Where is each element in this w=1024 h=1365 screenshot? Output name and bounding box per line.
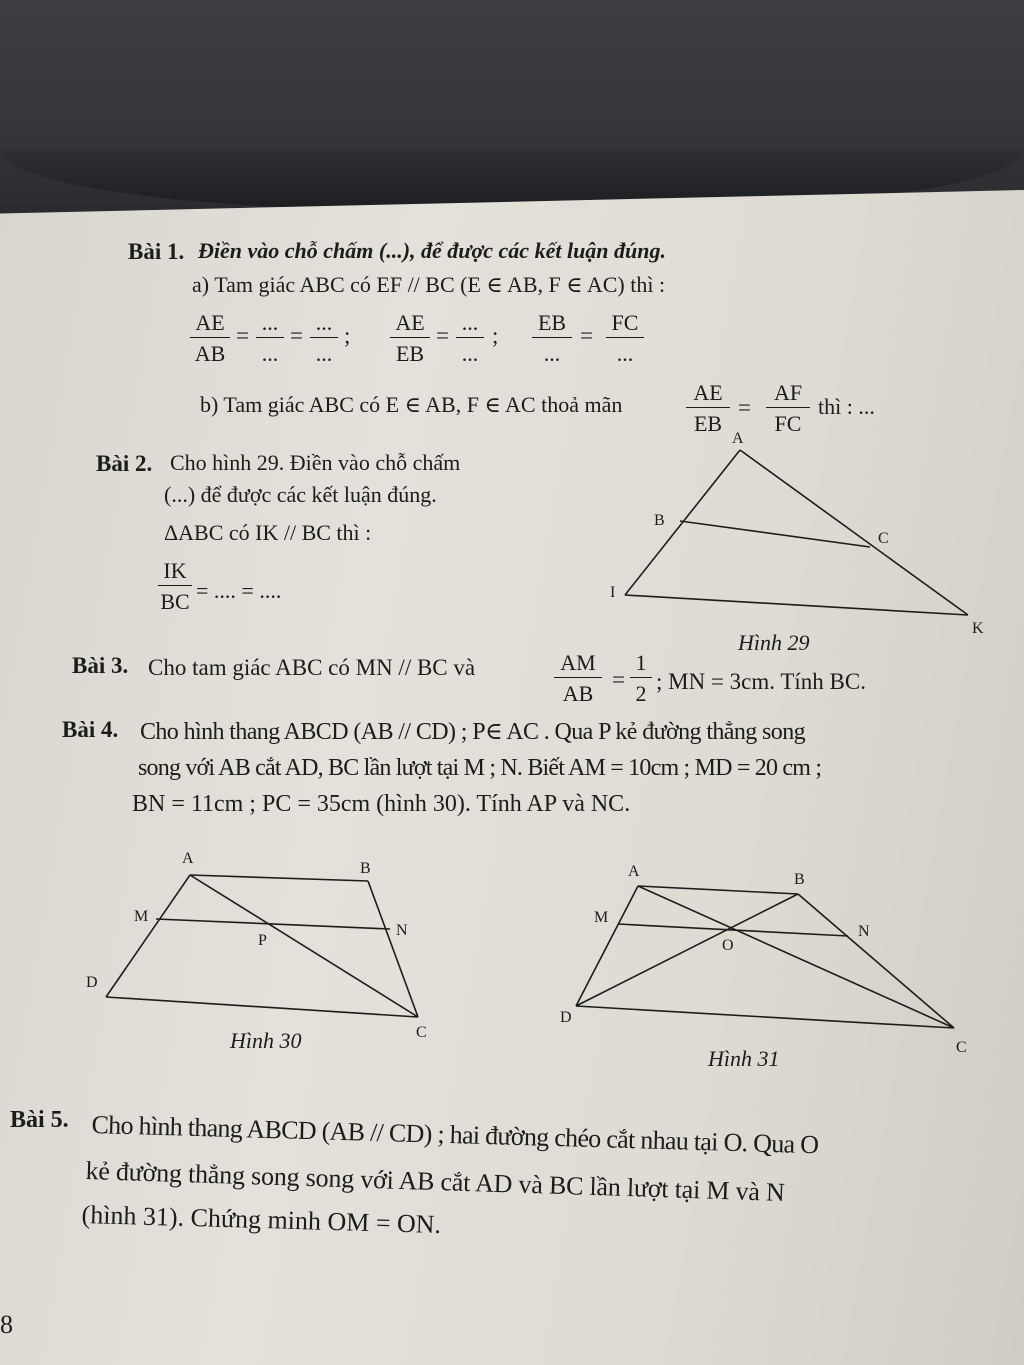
bai1-frac-eb: EB ... [532, 312, 572, 365]
segment-ab [190, 875, 368, 881]
segment-bd [576, 894, 798, 1006]
segment-ak [740, 450, 968, 615]
label-B: B [654, 512, 665, 529]
label-O: O [722, 937, 734, 954]
label-K: K [972, 620, 984, 637]
bai1-blank-frac-2: ... ... [310, 312, 338, 365]
label-N: N [396, 922, 408, 939]
segment-bc [680, 521, 870, 547]
label-N: N [858, 923, 870, 940]
bai2-title: Bài 2. [96, 451, 153, 476]
bai3-frac-one-half: $\frac{1}{2}$ [630, 652, 652, 705]
bai3-text: Cho tam giác ABC có MN // BC và [148, 655, 476, 680]
segment-ab [638, 886, 798, 894]
bai1-part-b-end: thì : ... [818, 394, 875, 419]
label-M: M [594, 909, 609, 926]
bai1-frac-af-fc: $\frac{AF}{FC}$ [766, 382, 810, 435]
bai4-title: Bài 4. [62, 717, 119, 742]
bai1-frac-fc: FC ... [606, 312, 644, 365]
figure-29-caption: Hình 29 [738, 630, 810, 655]
label-A: A [182, 850, 194, 867]
bai2-line1: Cho hình 29. Điền vào chỗ chấm [170, 450, 461, 475]
equals-sign: = [436, 323, 449, 348]
segment-bc [368, 881, 418, 1017]
bai2-frac-ik-bc: $\frac{IK}{BC}$ [158, 560, 192, 613]
segment-ac [190, 875, 418, 1017]
bai2-line3: ΔABC có IK // BC thì : [164, 520, 372, 545]
bai1-frac-ae-eb-b: $\frac{AE}{EB}$ [686, 382, 730, 435]
bai2-line2: (...) để được các kết luận đúng. [164, 482, 437, 507]
label-C: C [878, 530, 889, 547]
label-D: D [560, 1009, 572, 1026]
segment-ik [625, 595, 968, 615]
bai1-blank-frac-3: ... ... [456, 312, 484, 365]
segment-ac [638, 886, 954, 1028]
equals-sign: = [580, 323, 593, 348]
figure-31 [560, 860, 980, 1056]
bai1-blank-frac-1: ... ... [256, 312, 284, 365]
bai1-title: Bài 1. [128, 239, 185, 264]
bai3-tail: ; MN = 3cm. Tính BC. [656, 669, 866, 694]
bai3-frac-am-ab: $\frac{AM}{AB}$ [554, 652, 602, 705]
bai5-title: Bài 5. [10, 1107, 69, 1133]
segment-bc [798, 894, 954, 1028]
segment-dc [106, 997, 418, 1017]
bai1-part-b: b) Tam giác ABC có E ∈ AB, F ∈ AC thoả mãn [200, 392, 623, 417]
label-D: D [86, 974, 98, 991]
label-P: P [258, 932, 267, 949]
label-B: B [794, 871, 805, 888]
equals-sign: = [290, 323, 303, 348]
bai5-line2: kẻ đường thẳng song song với AB cắt AD và BC lần lượt tại M và N [85, 1156, 786, 1207]
bai1-frac-ae-ab: $\frac{AE}{AB}$ [190, 312, 230, 365]
label-B: B [360, 860, 371, 877]
segment-ai [625, 450, 740, 595]
label-C: C [956, 1039, 967, 1056]
semicolon: ; [344, 323, 351, 348]
label-A: A [732, 430, 744, 447]
figure-30-caption: Hình 30 [230, 1028, 302, 1053]
equals-sign: = [236, 323, 249, 348]
semicolon: ; [492, 323, 499, 348]
label-C: C [416, 1024, 427, 1041]
bai5-line1: Cho hình thang ABCD (AB // CD) ; hai đường chéo cắt nhau tại O. Qua O [91, 1110, 819, 1160]
label-M: M [134, 908, 149, 925]
bai3-title: Bài 3. [72, 653, 129, 678]
segment-ad [106, 875, 190, 997]
bai2-blanks: = .... = .... [196, 578, 282, 603]
figure-29 [600, 425, 1000, 640]
bai1-instruction: Điền vào chỗ chấm (...), để được các kết luận đúng. [198, 238, 667, 263]
bai1-frac-ae-eb: $\frac{AE}{EB}$ [390, 312, 430, 365]
bai4-line2: song với AB cắt AD, BC lần lượt tại M ; N. Biết AM = 10cm ; MD = 20 cm ; [138, 755, 822, 781]
segment-ad [576, 886, 638, 1006]
equals-sign: = [738, 395, 751, 420]
equals-sign: = [612, 667, 625, 692]
figure-31-caption: Hình 31 [708, 1046, 780, 1071]
label-A: A [628, 863, 640, 880]
segment-dc [576, 1006, 954, 1028]
bai1-part-a: a) Tam giác ABC có EF // BC (E ∈ AB, F ∈ AC) thì : [192, 272, 666, 297]
bai5-line3: (hình 31). Chứng minh OM = ON. [81, 1200, 442, 1240]
segment-mn [618, 924, 848, 936]
label-I: I [610, 584, 616, 601]
page-number: 8 [0, 1310, 13, 1339]
bai4-line1: Cho hình thang ABCD (AB // CD) ; P∈ AC . Qua P kẻ đường thẳng song [140, 719, 806, 745]
bai4-line3: BN = 11cm ; PC = 35cm (hình 30). Tính AP và NC. [132, 791, 631, 817]
